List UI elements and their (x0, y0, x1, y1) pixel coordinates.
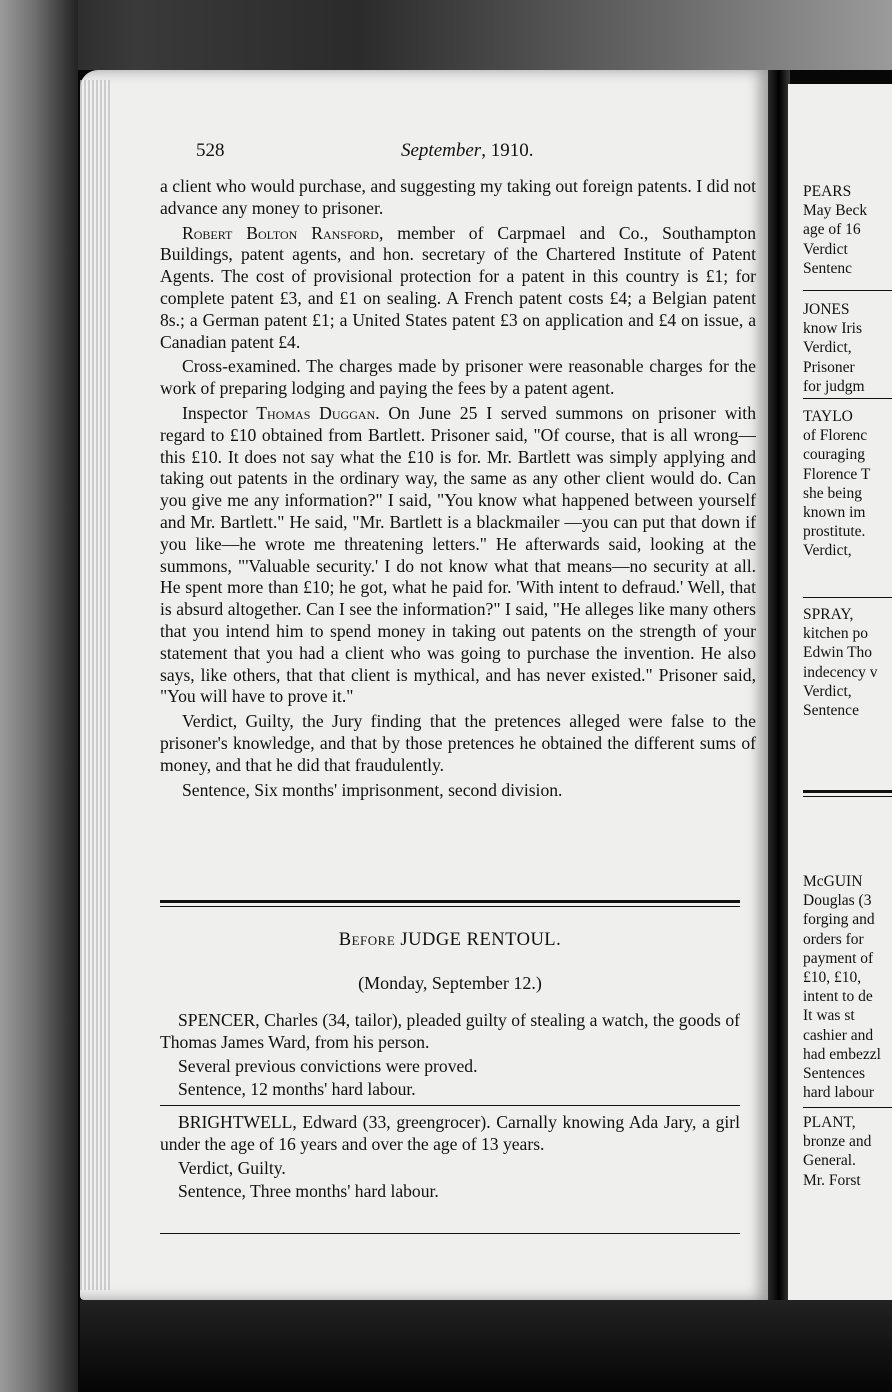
right-col-divider (803, 290, 892, 291)
right-col-line: kitchen po (803, 625, 868, 643)
right-col-line: £10, £10, (803, 968, 862, 986)
paragraph-text: , member of Carpmael and Co., Southampton Buildings, patent agents, and hon. secretary of the Chartered Institute of Patent Agents. The cost of provisional protection for a patent in this country is £1; for complete patent £3, and £1 on sealing. A French patent costs £4; a Belgian patent 8s.; a German patent £1; a United States patent £3 on application and £4 on issue, a Canadian patent £4. (160, 222, 756, 352)
page-edges (80, 80, 110, 1290)
right-col-line: May Beck (803, 202, 868, 220)
right-col-line: orders for (803, 930, 864, 948)
right-col-line: cashier and (803, 1026, 874, 1044)
heading-before: Before (338, 930, 396, 950)
book-gutter (768, 70, 790, 1310)
paragraph: Cross-examined. The charges made by prisoner were reasonable charges for the work of preparing lodging and paying the fees by a patent agent. (160, 356, 756, 399)
right-col-line: JONES (803, 301, 850, 318)
right-col-line: known im (803, 503, 866, 521)
right-col-line: she being (803, 484, 862, 502)
right-col-block (803, 407, 892, 561)
scan-left-border (0, 0, 78, 1392)
right-col-line: had embezzl (803, 1045, 881, 1063)
paragraph: Sentence, Six months' imprisonment, second division. (182, 779, 563, 800)
right-col-block (803, 300, 892, 396)
section-heading (160, 930, 740, 951)
paragraph (160, 403, 756, 708)
right-col-line: indecency v (803, 663, 878, 681)
right-col-line: age of 16 (803, 221, 861, 239)
section-date: (Monday, September 12.) (358, 973, 542, 993)
case-brightwell (160, 1112, 740, 1205)
right-col-line: Verdict (803, 240, 848, 258)
right-col-line: for judgm (803, 377, 865, 395)
right-col-block (803, 605, 892, 720)
paragraph (160, 223, 756, 354)
header-date (401, 140, 533, 162)
witness-name: Thomas Duggan (256, 402, 376, 423)
right-col-line: bronze and (803, 1133, 872, 1151)
right-col-line: know Iris (803, 320, 862, 338)
right-col-line: PEARS (803, 183, 852, 200)
right-col-line: hard labour (803, 1084, 875, 1102)
body-text (160, 176, 756, 804)
paragraph: BRIGHTWELL, Edward (33, greengrocer). Carnally knowing Ada Jary, a girl under the age of 16 years and over the age of 13 years. (160, 1112, 740, 1154)
right-col-block (803, 182, 892, 278)
right-col-line: Verdict, (803, 682, 852, 700)
case-divider (160, 1233, 740, 1234)
right-col-line: Mr. Forst (803, 1171, 861, 1189)
right-col-line: TAYLO (803, 408, 853, 425)
right-col-line: of Florenc (803, 427, 868, 445)
witness-name: Robert Bolton Ransford (182, 222, 379, 243)
case-spencer (160, 1010, 740, 1103)
right-col-divider (803, 597, 892, 598)
paragraph-text: . On June 25 I served summons on prisoner with regard to £10 obtained from Bartlett. Prisoner said, "Of course, that is all wrong—this £10. It does not say what the £10 is for. Mr. Bartlett was simply applying and taking out patents in the ordinary way, the same as any other client would do. Can you give me any information?" I said, "You know what happened between yourself and Mr. Bartlett." He said, "Mr. Bartlett is a blackmailer —you can put that down if you like—he wrote me threatening letters." He afterwards said, looking at the summons, "'Valuable security.' I do not know what that means—no security at all. He spent more than £10; he got, what he paid for. 'With intent to defraud.' Well, that is absurd altogether. Can I see the information?" I said, "He alleges like many others that you intend him to spend money in taking out patents on the strength of your statement that you had a client who was going to purchase the invention. He also says, like others, that that client is mythical, and has never existed." Prisoner said, "You will have to prove it." (160, 402, 756, 707)
right-col-line: Sentenc (803, 259, 853, 277)
paragraph: SPENCER, Charles (34, tailor), pleaded guilty of stealing a watch, the goods of Thomas James Ward, from his person. (160, 1010, 740, 1052)
header-month: September (401, 140, 482, 161)
right-col-line: couraging (803, 446, 865, 464)
paragraph-lead: Inspector (182, 402, 257, 423)
right-col-divider (803, 398, 892, 399)
right-col-line: Douglas (3 (803, 892, 872, 910)
right-col-line: Verdict, (803, 339, 852, 357)
paragraph: a client who would purchase, and suggesting my taking out foreign patents. I did not advance any money to prisoner. (160, 176, 756, 218)
paragraph: Several previous convictions were proved. (178, 1055, 478, 1076)
right-col-line: Prisoner (803, 358, 855, 376)
right-col-divider (803, 790, 892, 797)
right-col-line: PLANT, (803, 1114, 856, 1131)
heading-judge: JUDGE RENTOUL. (395, 930, 562, 950)
right-col-line: Florence T (803, 465, 871, 483)
right-col-line: Edwin Tho (803, 644, 873, 662)
right-col-line: SPRAY, (803, 606, 854, 623)
right-col-block (803, 1113, 892, 1190)
right-col-line: General. (803, 1152, 856, 1170)
right-col-line: forging and (803, 911, 875, 929)
header-year: , 1910. (481, 140, 534, 161)
right-col-line: McGUIN (803, 873, 863, 890)
paragraph: Sentence, Three months' hard labour. (178, 1181, 439, 1202)
right-col-block (803, 872, 892, 1102)
right-col-line: Sentences (803, 1064, 865, 1082)
page-number: 528 (196, 140, 225, 161)
right-col-line: Verdict, (803, 542, 852, 560)
right-col-line: prostitute. (803, 523, 866, 541)
right-col-line: intent to de (803, 988, 873, 1006)
paragraph: Sentence, 12 months' hard labour. (178, 1079, 416, 1100)
right-col-line: payment of (803, 949, 874, 967)
section-divider (160, 900, 740, 907)
paragraph: Verdict, Guilty. (178, 1157, 286, 1178)
paragraph: Verdict, Guilty, the Jury finding that the pretences alleged were false to the prisoner's knowledge, and that by those pretences he obtained the different sums of money, and that he did that fraudulently. (160, 711, 756, 775)
scan-bottom-border (80, 1300, 892, 1392)
right-col-line: It was st (803, 1007, 855, 1025)
right-col-line: Sentence (803, 701, 859, 719)
case-divider (160, 1105, 740, 1106)
right-col-divider (803, 1107, 892, 1108)
scan-top-border (0, 0, 892, 70)
